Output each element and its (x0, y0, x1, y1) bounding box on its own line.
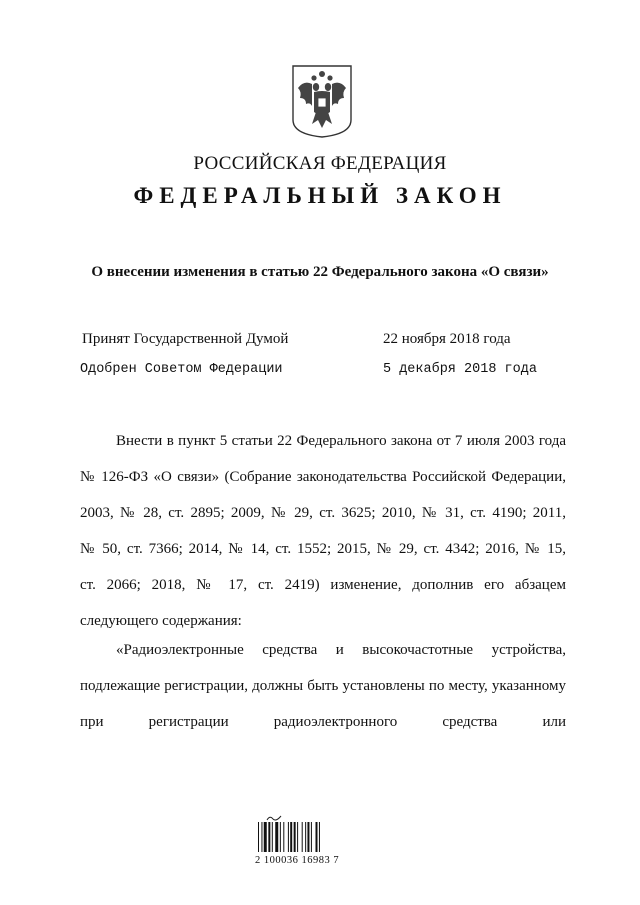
country-title: РОССИЙСКАЯ ФЕДЕРАЦИЯ (193, 153, 447, 174)
adopted-date: 22 ноября 2018 года (383, 331, 511, 347)
approved-label: Одобрен Советом Федерации (80, 362, 283, 377)
body-paragraph-2 (80, 632, 566, 740)
barcode-image (258, 822, 340, 852)
body-line: «Радиоэлектронные средства и высокочастотные устройства, (116, 642, 566, 658)
body-line: следующего содержания: (80, 613, 242, 629)
body-paragraph-1 (80, 423, 566, 639)
coat-of-arms-emblem (290, 62, 354, 138)
approved-date: 5 декабря 2018 года (383, 362, 537, 377)
adopted-label: Принят Государственной Думой (82, 331, 289, 347)
body-line: подлежащие регистрации, должны быть установлены по месту, указанному (80, 678, 566, 694)
body-line: ст. 2066; 2018, № 17, ст. 2419) изменение, дополнив его абзацем (80, 577, 566, 593)
body-line: при регистрации радиоэлектронного средства или (80, 714, 566, 730)
body-line: Внести в пункт 5 статьи 22 Федерального закона от 7 июля 2003 года (116, 433, 566, 449)
body-line: № 50, ст. 7366; 2014, № 14, ст. 1552; 2015, № 29, ст. 4342; 2016, № 15, (80, 541, 566, 557)
body-line: № 126-ФЗ «О связи» (Собрание законодательства Российской Федерации, (80, 469, 566, 485)
stamp-mark-icon (266, 814, 282, 822)
law-subject-heading: О внесении изменения в статью 22 Федерального закона «О связи» (91, 264, 549, 280)
document-type-title: ФЕДЕРАЛЬНЫЙ ЗАКОН (133, 183, 507, 208)
body-line: 2003, № 28, ст. 2895; 2009, № 29, ст. 3625; 2010, № 31, ст. 4190; 2011, (80, 505, 566, 521)
barcode-number: 2 100036 16983 7 (255, 855, 340, 866)
